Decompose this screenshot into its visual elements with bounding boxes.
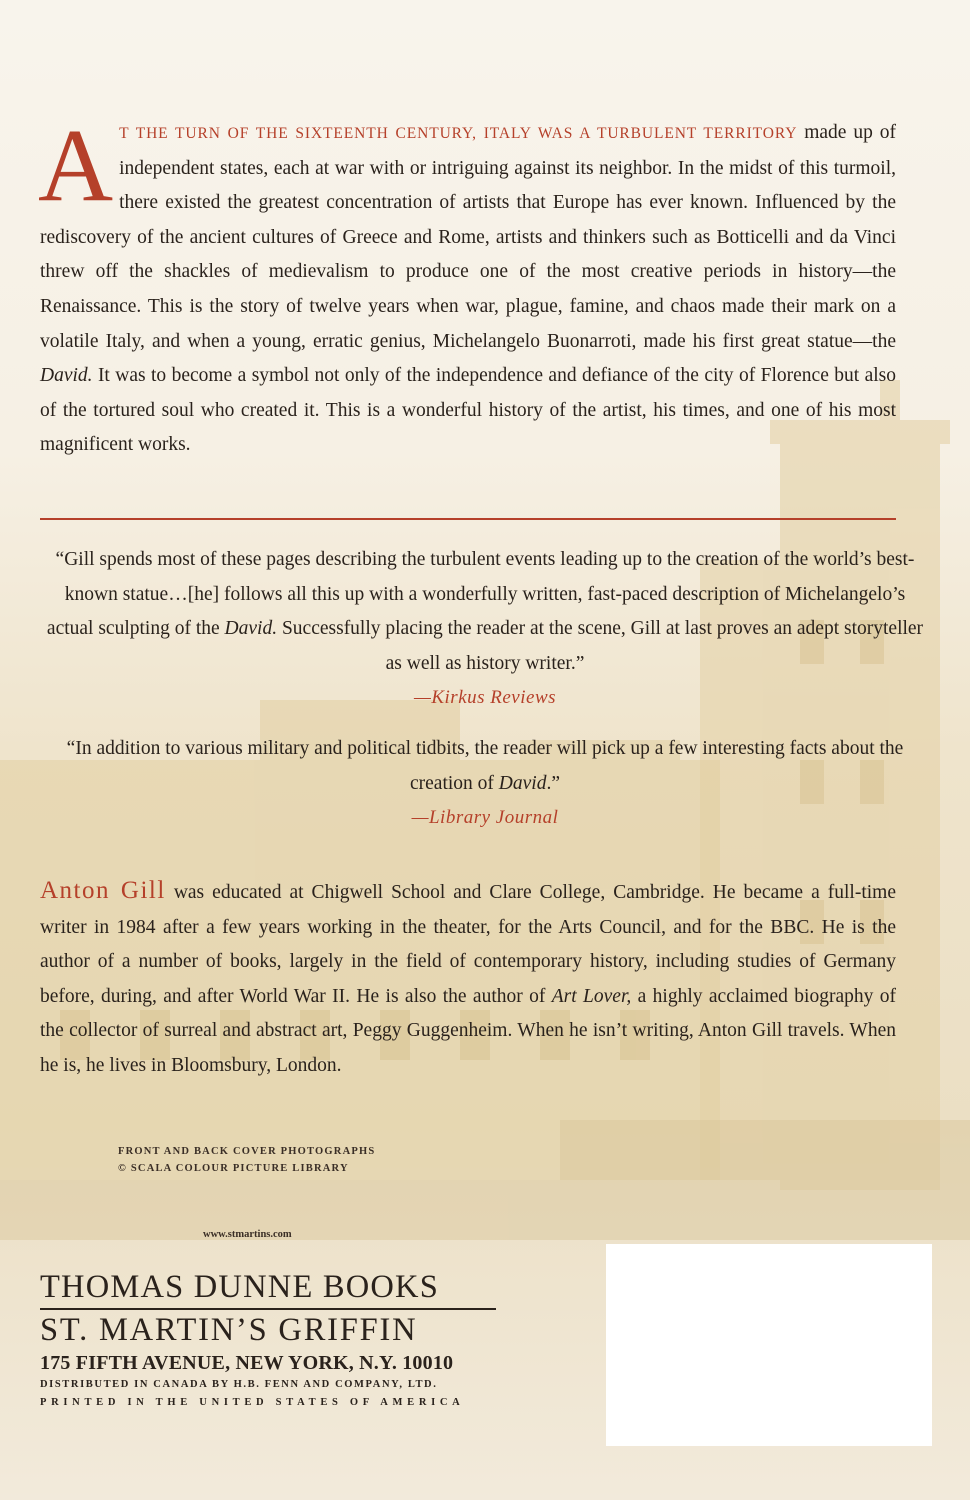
printed-note: PRINTED IN THE UNITED STATES OF AMERICA xyxy=(40,1397,465,1408)
review-quote-library-journal xyxy=(40,732,930,836)
barcode-area xyxy=(606,1244,932,1446)
quote-text xyxy=(40,732,930,801)
publisher-block xyxy=(40,1268,500,1412)
review-quote-kirkus xyxy=(40,543,930,716)
drop-cap: A xyxy=(38,108,114,223)
publisher-url[interactable]: www.stmartins.com xyxy=(203,1229,292,1240)
summary-italic-title: David. xyxy=(40,365,93,387)
publisher-imprint: THOMAS DUNNE BOOKS xyxy=(40,1268,496,1310)
quote-source: —Kirkus Reviews xyxy=(413,687,557,709)
summary-text-part1: made up of independent states, each at war with or intriguing against its neighbor. In the midst of this turmoil, there existed the greatest concentration of artists that Europe has ever known. Influenced by the rediscovery of the ancient cultures of Greece and Rome, artists and thinkers such as Botticelli and da Vinci threw off the shackles of medievalism to produce one of the most creative periods in history—the Renaissance. This is the story of twelve years when war, plague, famine, and chaos made their mark on a volatile Italy, and when a young, erratic genius, Michelangelo Buonarroti, made his first great statue—the xyxy=(40,122,896,352)
bio-italic-title: Art Lover, xyxy=(551,985,632,1007)
author-name: Anton Gill xyxy=(40,877,166,904)
summary-lead-caps: T THE TURN OF THE SIXTEENTH CENTURY, ITALY WAS A TURBULENT TERRITORY xyxy=(119,125,798,142)
quote-italic-title: David xyxy=(498,772,547,794)
quote-italic-title: David. xyxy=(224,618,278,640)
section-divider xyxy=(40,518,896,520)
quote-text xyxy=(40,543,930,681)
quote-text-part1: “Gill spends most of these pages describing the turbulent events leading up to the creation of the world’s best-known statue…[he] follows all this up with a wonderfully written, fast-paced description of Michelangelo’s actual sculpting of the xyxy=(46,549,915,640)
photo-credits xyxy=(118,1143,375,1177)
publisher-address: 175 FIFTH AVENUE, NEW YORK, N.Y. 10010 xyxy=(40,1352,454,1374)
credits-line-2: © SCALA COLOUR PICTURE LIBRARY xyxy=(118,1163,349,1174)
author-bio xyxy=(40,874,896,1084)
bio-text-part1: was educated at Chigwell School and Clare College, Cambridge. He became a full-time writer in 1984 after a few years working in the theater, for the Arts Council, and for the BBC. He is the author of a number of books, largely in the field of contemporary history, including studies of Germany before, during, and after World War II. He is also the author of xyxy=(40,882,896,1007)
publisher-name: ST. MARTIN’S GRIFFIN xyxy=(40,1312,418,1348)
bio-text-part2: a highly acclaimed biography of the collector of surreal and abstract art, Peggy Guggenheim. When he isn’t writing, Anton Gill travels. When he is, he lives in Bloomsbury, London. xyxy=(40,985,896,1076)
distribution-note: DISTRIBUTED IN CANADA BY H.B. FENN AND COMPANY, LTD. xyxy=(40,1379,438,1390)
quote-source: —Library Journal xyxy=(411,807,559,829)
summary-text-part2: It was to become a symbol not only of the independence and defiance of the city of Florence but also of the tortured soul who created it. This is a wonderful history of the artist, his times, and one of his most magnificent works. xyxy=(40,365,896,456)
quote-text-part2: Successfully placing the reader at the scene, Gill at last proves an adept storyteller as well as history writer.” xyxy=(277,618,924,674)
credits-line-1: FRONT AND BACK COVER PHOTOGRAPHS xyxy=(118,1146,376,1157)
book-summary xyxy=(38,108,896,463)
quote-text-part1: “In addition to various military and political tidbits, the reader will pick up a few interesting facts about the creation of xyxy=(66,738,904,794)
quote-text-part2: .” xyxy=(546,772,560,794)
